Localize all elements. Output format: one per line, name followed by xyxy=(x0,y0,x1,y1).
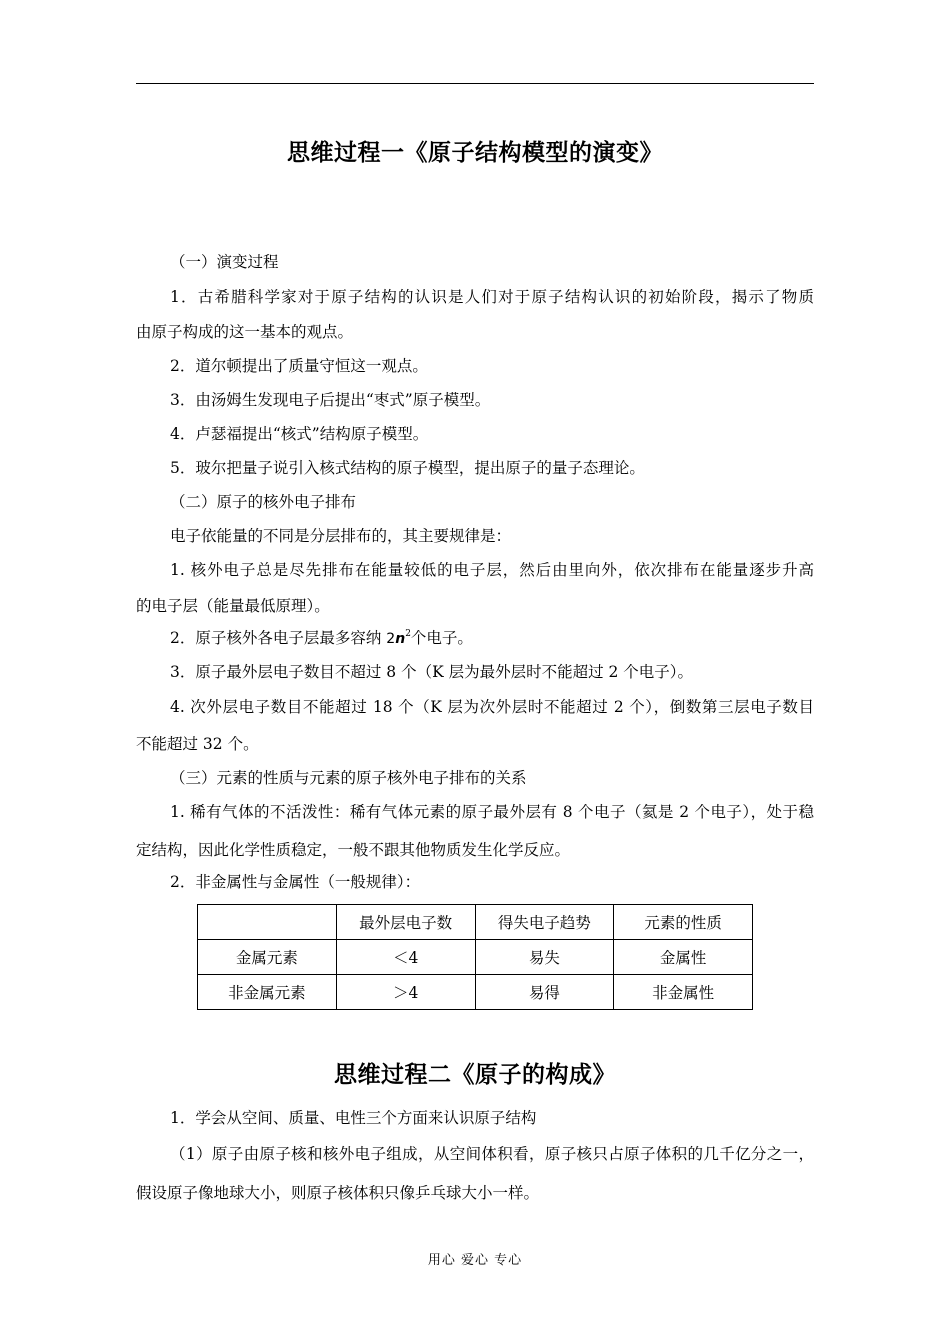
table-cell: ＜4 xyxy=(336,940,475,975)
table-header-cell: 得失电子趋势 xyxy=(475,905,614,940)
table-header-cell xyxy=(198,905,337,940)
paragraph: 的电子层（能量最低原理）。 xyxy=(136,597,330,615)
section-title: 思维过程二《原子的构成》 xyxy=(334,1062,616,1088)
paragraph xyxy=(136,628,814,649)
paragraph: 1. 稀有气体的不活泼性：稀有气体元素的原子最外层有 8 个电子（氦是 2 个电子），处于稳 xyxy=(170,803,814,821)
paragraph: 由原子构成的这一基本的观点。 xyxy=(136,323,354,341)
formula-coefficient: 2 xyxy=(386,631,396,647)
section-heading: （二）原子的核外电子排布 xyxy=(170,493,357,511)
properties-table xyxy=(197,904,753,1010)
paragraph: 电子依能量的不同是分层排布的，其主要规律是： xyxy=(170,527,512,545)
paragraph: 3．由汤姆生发现电子后提出“枣式”原子模型。 xyxy=(170,391,491,409)
table-header-cell: 元素的性质 xyxy=(614,905,753,940)
paragraph: 5．玻尔把量子说引入核式结构的原子模型，提出原子的量子态理论。 xyxy=(170,459,645,477)
table-cell: 非金属性 xyxy=(614,975,753,1010)
table-cell: 易失 xyxy=(475,940,614,975)
paragraph: 1．学会从空间、质量、电性三个方面来认识原子结构 xyxy=(170,1109,537,1127)
table-cell: 易得 xyxy=(475,975,614,1010)
paragraph: （1）原子由原子核和核外电子组成，从空间体积看，原子核只占原子体积的几千亿分之一， xyxy=(170,1145,814,1163)
header-rule xyxy=(136,83,814,84)
paragraph: 2．道尔顿提出了质量守恒这一观点。 xyxy=(170,357,428,375)
table-cell: 金属元素 xyxy=(198,940,337,975)
table-cell: 金属性 xyxy=(614,940,753,975)
table-row xyxy=(198,975,753,1010)
rule2-text: 2．原子核外各电子层最多容纳 xyxy=(170,629,387,647)
paragraph: 定结构，因此化学性质稳定，一般不跟其他物质发生化学反应。 xyxy=(136,841,571,859)
table-row xyxy=(198,940,753,975)
page-title: 思维过程一《原子结构模型的演变》 xyxy=(287,140,663,166)
section-heading: （一）演变过程 xyxy=(170,253,279,271)
paragraph: 4. 次外层电子数目不能超过 18 个（K 层为次外层时不能超过 2 个），倒数第三层电子数目 xyxy=(170,698,814,716)
table-cell: ＞4 xyxy=(336,975,475,1010)
paragraph: 4．卢瑟福提出“核式”结构原子模型。 xyxy=(170,425,429,443)
paragraph: 3．原子最外层电子数目不超过 8 个（K 层为最外层时不能超过 2 个电子）。 xyxy=(170,663,694,681)
rule2-text: 个电子。 xyxy=(410,629,473,647)
table-cell: 非金属元素 xyxy=(198,975,337,1010)
paragraph: 假设原子像地球大小，则原子核体积只像乒乓球大小一样。 xyxy=(136,1184,540,1202)
page-footer: 用心 爱心 专心 xyxy=(427,1253,523,1268)
section-heading: （三）元素的性质与元素的原子核外电子排布的关系 xyxy=(170,769,527,787)
paragraph: 1．古希腊科学家对于原子结构的认识是人们对于原子结构认识的初始阶段，揭示了物质 xyxy=(170,288,814,306)
table-header-row xyxy=(198,905,753,940)
paragraph: 不能超过 32 个。 xyxy=(136,735,259,753)
table-header-cell: 最外层电子数 xyxy=(336,905,475,940)
formula-exponent: 2 xyxy=(405,629,411,639)
formula-variable: n xyxy=(395,631,406,647)
paragraph: 2．非金属性与金属性（一般规律）： xyxy=(170,873,421,891)
paragraph: 1. 核外电子总是尽先排布在能量较低的电子层，然后由里向外，依次排布在能量逐步升高 xyxy=(170,561,814,579)
